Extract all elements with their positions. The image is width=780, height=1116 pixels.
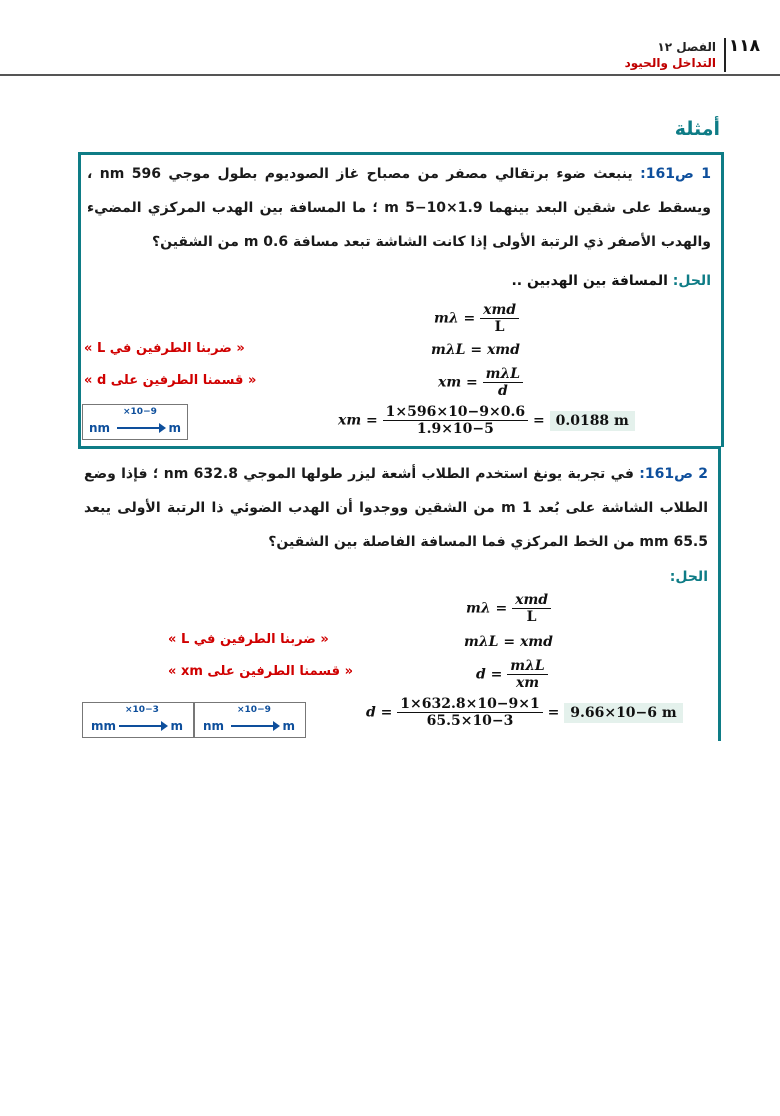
conversion-factor: ×10−3	[125, 705, 159, 715]
q2-equation-3	[476, 658, 548, 691]
eq-fraction	[383, 404, 528, 437]
solution-intro: المسافة بين الهدبين ..	[511, 273, 668, 289]
conversion-to-unit: m	[170, 719, 183, 733]
conversion-to-unit: m	[168, 421, 181, 435]
conversion-from-unit: nm	[203, 719, 225, 733]
q1-unit-conversion	[82, 404, 188, 440]
eq-lhs: mλ =	[466, 600, 508, 617]
example-1-number: 1 ص161:	[640, 166, 711, 182]
eq-denominator: 65.5×10−3	[426, 713, 514, 729]
solution-label: الحل:	[669, 569, 708, 585]
example-1-question	[87, 157, 711, 259]
arrow-right-icon	[119, 725, 163, 727]
conversion-from-unit: mm	[91, 719, 117, 733]
q1-equation-1	[434, 302, 519, 335]
eq-fraction	[507, 658, 547, 691]
q1-equation-3	[438, 366, 523, 399]
eq-numerator: mλL	[507, 658, 547, 675]
eq-fraction	[480, 302, 519, 335]
arrow-right-icon	[231, 725, 275, 727]
eq-lhs: d =	[476, 666, 503, 683]
q2-note-2: « قسمنا الطرفين على xm »	[168, 664, 353, 679]
header-divider	[724, 38, 726, 72]
eq-lhs: xm =	[338, 412, 378, 429]
q2-note-1: « ضربنا الطرفين في L »	[168, 632, 329, 647]
q1-note-2: « قسمنا الطرفين على d »	[84, 373, 257, 388]
conversion-divider	[193, 703, 195, 737]
example-2-number: 2 ص161:	[639, 466, 708, 482]
equals-sign: =	[532, 412, 545, 429]
eq-numerator: xmd	[480, 302, 519, 319]
q1-equation-4	[338, 404, 635, 437]
q1-note-1: « ضربنا الطرفين في L »	[84, 341, 245, 356]
eq-denominator: L	[526, 609, 537, 625]
example-2-question	[84, 457, 708, 559]
eq-numerator: 1×596×10−9×0.6	[383, 404, 528, 421]
q2-unit-conversion	[82, 702, 306, 738]
eq-lhs: xm =	[438, 374, 478, 391]
eq-denominator: L	[494, 319, 505, 335]
conversion-nm-to-m	[197, 703, 301, 737]
eq-numerator: mλL	[483, 366, 523, 383]
conversion-factor: ×10−9	[237, 705, 271, 715]
eq-fraction	[512, 592, 551, 625]
q2-equation-1	[466, 592, 551, 625]
eq-denominator: d	[497, 383, 508, 399]
eq-denominator: 1.9×10−5	[416, 421, 494, 437]
conversion-to-unit: m	[282, 719, 295, 733]
example-1-solution-heading	[511, 273, 711, 289]
eq-numerator: xmd	[512, 592, 551, 609]
eq-denominator: xm	[515, 675, 540, 691]
example-1-text: ينبعث ضوء برتقالي مصفر من مصباح غاز الصوديوم بطول موجي 596 nm ، ويسقط على شقين البعد بينهما 1.9×10−5 m ؛ ما المسافة بين الهدب المركزي المضيء والهدب الأصفر ذي الرتبة الأولى إذا كانت الشاشة تبعد مسافة 0.6 m من الشقين؟	[87, 166, 712, 250]
conversion-mm-to-m	[85, 703, 189, 737]
q2-equation-4	[366, 696, 683, 729]
eq-fraction	[483, 366, 523, 399]
q1-equation-2: mλL = xmd	[431, 342, 520, 358]
equals-sign: =	[547, 704, 560, 721]
q1-result: 0.0188 m	[550, 411, 635, 431]
section-title: أمثلة	[674, 118, 720, 140]
arrow-right-icon	[117, 427, 161, 429]
eq-fraction	[397, 696, 542, 729]
q2-equation-2: mλL = xmd	[464, 634, 553, 650]
chapter-subtitle: التداخل والحيود	[624, 56, 716, 70]
eq-numerator: 1×632.8×10−9×1	[397, 696, 542, 713]
page-number: ١١٨	[728, 36, 760, 56]
chapter-label: الفصل ١٢	[657, 40, 716, 54]
conversion-nm-to-m	[83, 405, 187, 439]
eq-lhs: d =	[366, 704, 393, 721]
solution-label: الحل:	[672, 273, 711, 289]
conversion-from-unit: nm	[89, 421, 111, 435]
example-1-panel	[78, 152, 724, 447]
q2-result: 9.66×10−6 m	[564, 703, 682, 723]
eq-lhs: mλ =	[434, 310, 476, 327]
example-2-solution-heading	[670, 569, 708, 585]
example-2-text: في تجربة يونغ استخدم الطلاب أشعة ليزر طولها الموجي 632.8 nm ؛ فإذا وضع الطلاب الشاشة على بُعد 1 m من الشقين ووجدوا أن الهدب الضوئي ذا الرتبة الأولى يبعد 65.5 mm من الخط المركزي فما المسافة الفاصلة بين الشقين؟	[84, 466, 708, 550]
header-rule	[0, 74, 780, 76]
conversion-factor: ×10−9	[123, 407, 157, 417]
